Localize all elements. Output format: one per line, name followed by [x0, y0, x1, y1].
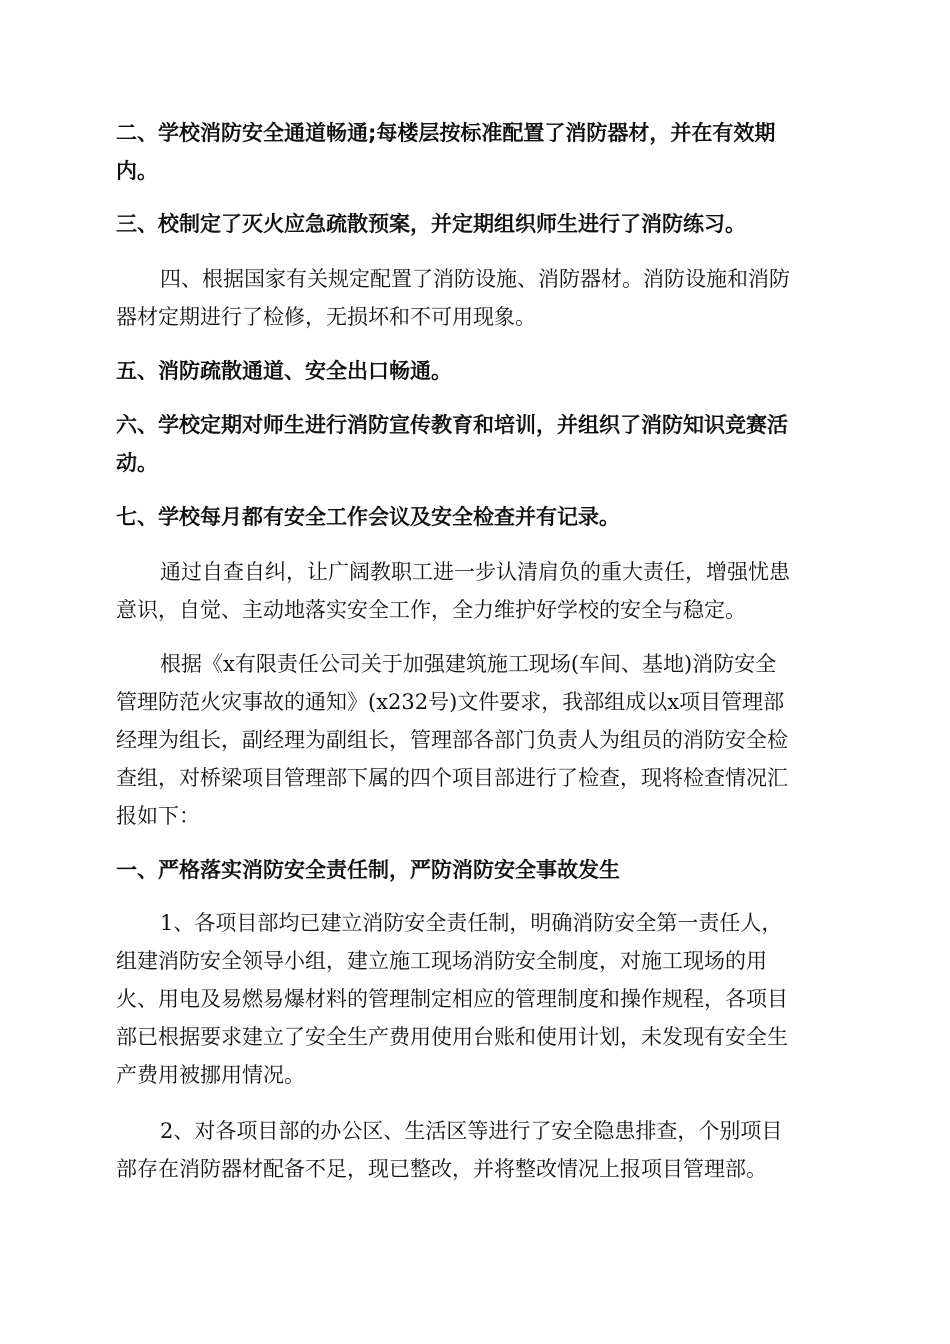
paragraph-point-2: [116, 1112, 836, 1188]
paragraph-item-7: [116, 498, 836, 536]
paragraph-summary: [116, 553, 836, 629]
text-line: 器材定期进行了检修，无损坏和不可用现象。: [116, 305, 536, 329]
text-line: 经理为组长，副经理为副组长，管理部各部门负责人为组员的消防安全检: [116, 728, 788, 752]
text-line: 查组，对桥梁项目管理部下属的四个项目部进行了检查，现将检查情况汇: [116, 766, 788, 790]
section-heading-1: [116, 851, 836, 889]
text-line: 2、对各项目部的办公区、生活区等进行了安全隐患排查，个别项目: [160, 1119, 783, 1143]
text-line: 四、根据国家有关规定配置了消防设施、消防器材。消防设施和消防: [160, 267, 790, 291]
paragraph-item-4: [116, 260, 836, 336]
paragraph-item-2: [116, 114, 836, 190]
text-line: 部存在消防器材配备不足，现已整改，并将整改情况上报项目管理部。: [116, 1157, 767, 1181]
paragraph-item-6: [116, 406, 836, 482]
text-line: 五、消防疏散通道、安全出口畅通。: [116, 359, 452, 383]
text-line: 1、各项目部均已建立消防安全责任制，明确消防安全第一责任人，: [160, 911, 783, 935]
text-line: 产费用被挪用情况。: [116, 1063, 305, 1087]
text-line: 内。: [116, 159, 158, 183]
text-line: 管理防范火灾事故的通知》(x232号)文件要求，我部组成以x项目管理部: [116, 690, 785, 714]
text-line: 六、学校定期对师生进行消防宣传教育和培训，并组织了消防知识竞赛活: [116, 413, 788, 437]
paragraph-report-intro: [116, 645, 836, 835]
text-line: 意识，自觉、主动地落实安全工作，全力维护好学校的安全与稳定。: [116, 598, 746, 622]
paragraph-point-1: [116, 904, 836, 1094]
paragraph-item-5: [116, 352, 836, 390]
text-line: 部已根据要求建立了安全生产费用使用台账和使用计划，未发现有安全生: [116, 1025, 788, 1049]
text-line: 七、学校每月都有安全工作会议及安全检查并有记录。: [116, 505, 620, 529]
text-line: 二、学校消防安全通道畅通;每楼层按标准配置了消防器材，并在有效期: [116, 121, 776, 145]
text-line: 动。: [116, 451, 158, 475]
text-line: 组建消防安全领导小组，建立施工现场消防安全制度，对施工现场的用: [116, 949, 767, 973]
text-line: 报如下：: [116, 804, 200, 828]
text-line: 一、严格落实消防安全责任制，严防消防安全事故发生: [116, 858, 620, 882]
text-line: 通过自查自纠，让广阔教职工进一步认清肩负的重大责任，增强忧患: [160, 560, 790, 584]
text-line: 根据《x有限责任公司关于加强建筑施工现场(车间、基地)消防安全: [160, 652, 777, 676]
text-line: 三、校制定了灭火应急疏散预案，并定期组织师生进行了消防练习。: [116, 212, 746, 236]
text-line: 火、用电及易燃易爆材料的管理制定相应的管理制度和操作规程，各项目: [116, 987, 788, 1011]
paragraph-item-3: [116, 205, 836, 243]
